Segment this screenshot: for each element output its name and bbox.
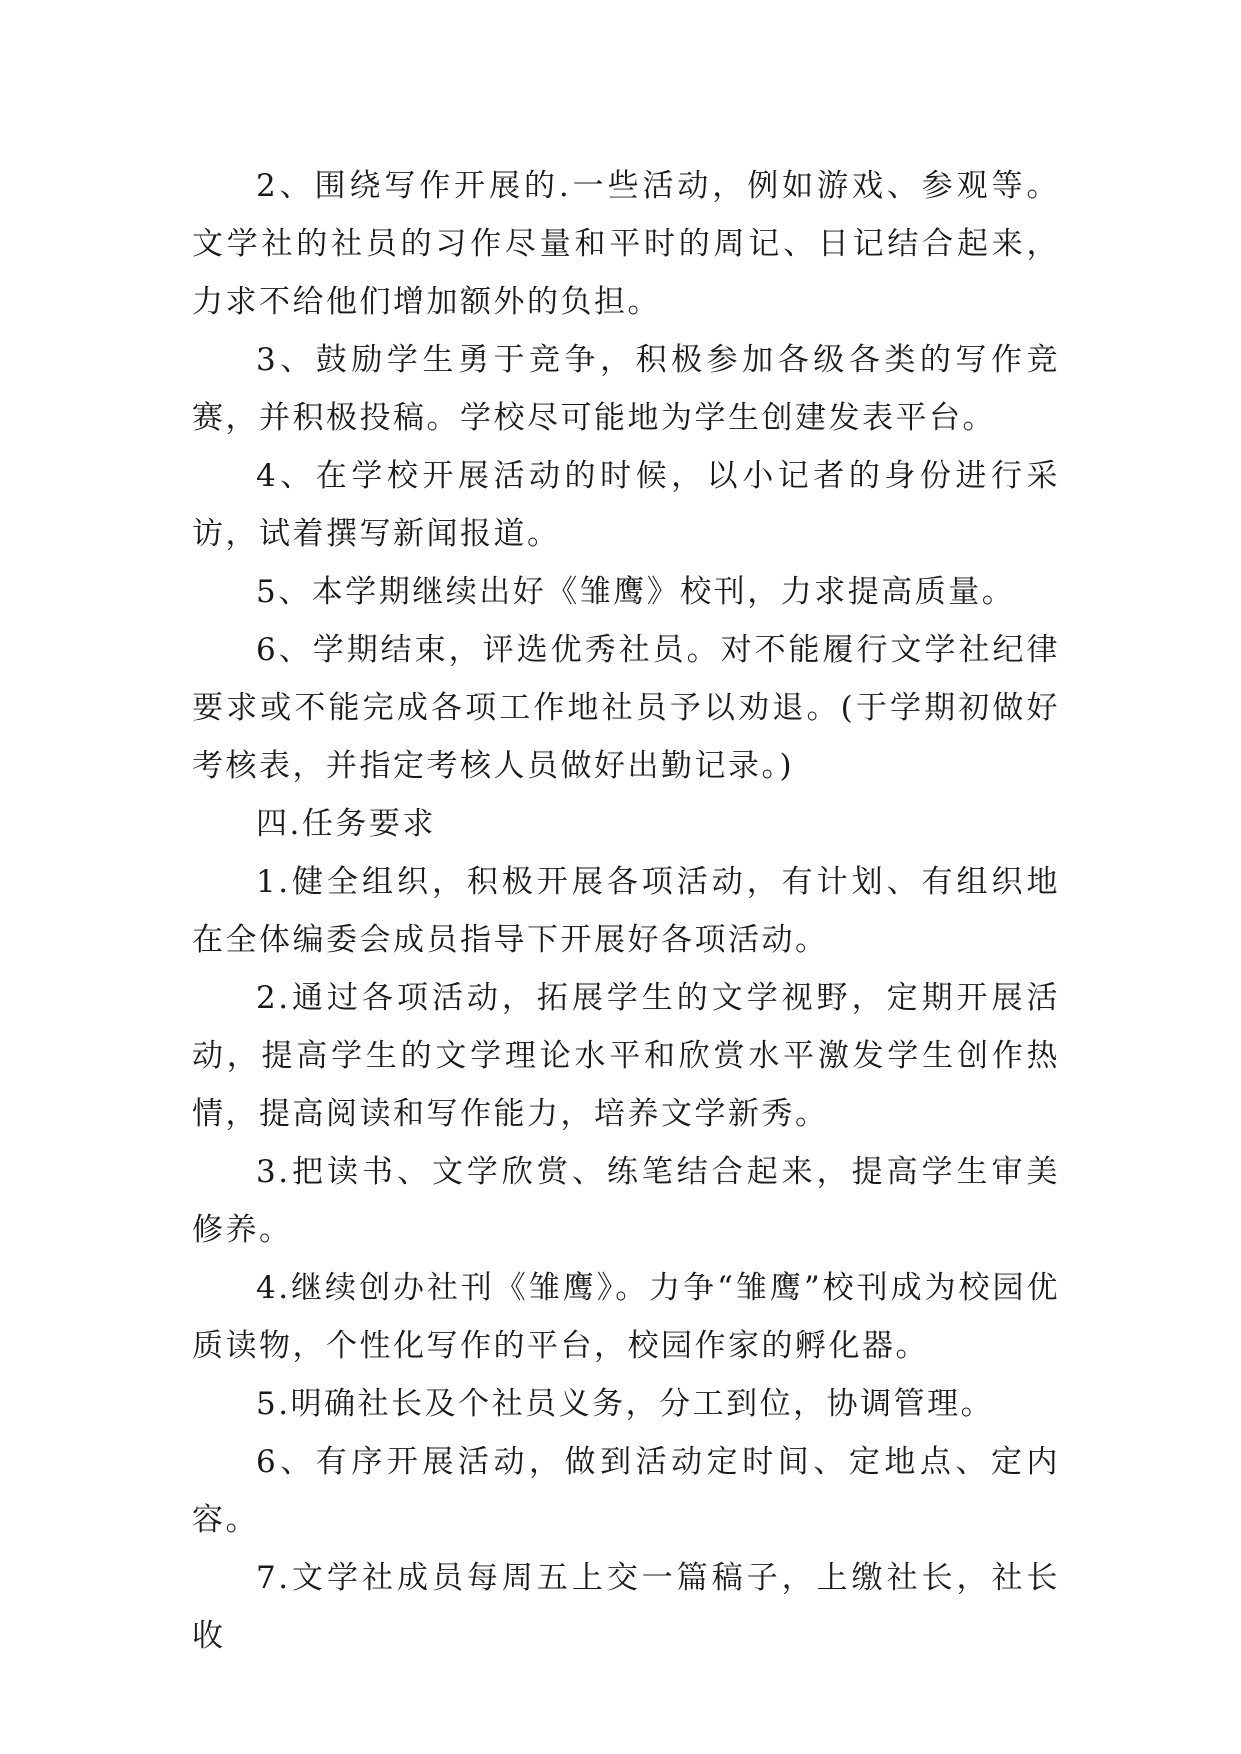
paragraph: 6、学期结束，评选优秀社员。对不能履行文学社纪律要求或不能完成各项工作地社员予以劝退。(于学期初做好考核表，并指定考核人员做好出勤记录。) xyxy=(192,632,1060,784)
paragraph: 5.明确社长及个社员义务，分工到位，协调管理。 xyxy=(256,1386,995,1422)
paragraph: 2.通过各项活动，拓展学生的文学视野，定期开展活动，提高学生的文学理论水平和欣赏水平激发学生创作热情，提高阅读和写作能力，培养文学新秀。 xyxy=(192,980,1060,1132)
document-body xyxy=(192,157,1060,1665)
paragraph: 7.文学社成员每周五上交一篇稿子，上缴社长，社长收 xyxy=(192,1560,1060,1654)
paragraph: 6、有序开展活动，做到活动定时间、定地点、定内容。 xyxy=(192,1444,1060,1538)
paragraph: 1.健全组织，积极开展各项活动，有计划、有组织地在全体编委会成员指导下开展好各项活动。 xyxy=(192,864,1060,958)
paragraph: 3、鼓励学生勇于竞争，积极参加各级各类的写作竞赛，并积极投稿。学校尽可能地为学生创建发表平台。 xyxy=(192,342,1060,436)
paragraph: 5、本学期继续出好《雏鹰》校刊，力求提高质量。 xyxy=(256,574,1016,610)
paragraph: 4.继续创办社刊《雏鹰》。力争“雏鹰”校刊成为校园优质读物，个性化写作的平台，校园作家的孵化器。 xyxy=(192,1270,1060,1364)
paragraph: 3.把读书、文学欣赏、练笔结合起来，提高学生审美修养。 xyxy=(192,1154,1060,1248)
paragraph: 2、围绕写作开展的.一些活动，例如游戏、参观等。文学社的社员的习作尽量和平时的周记、日记结合起来，力求不给他们增加额外的负担。 xyxy=(192,168,1060,320)
section-heading: 四.任务要求 xyxy=(256,806,436,842)
paragraph: 4、在学校开展活动的时候，以小记者的身份进行采访，试着撰写新闻报道。 xyxy=(192,458,1060,552)
